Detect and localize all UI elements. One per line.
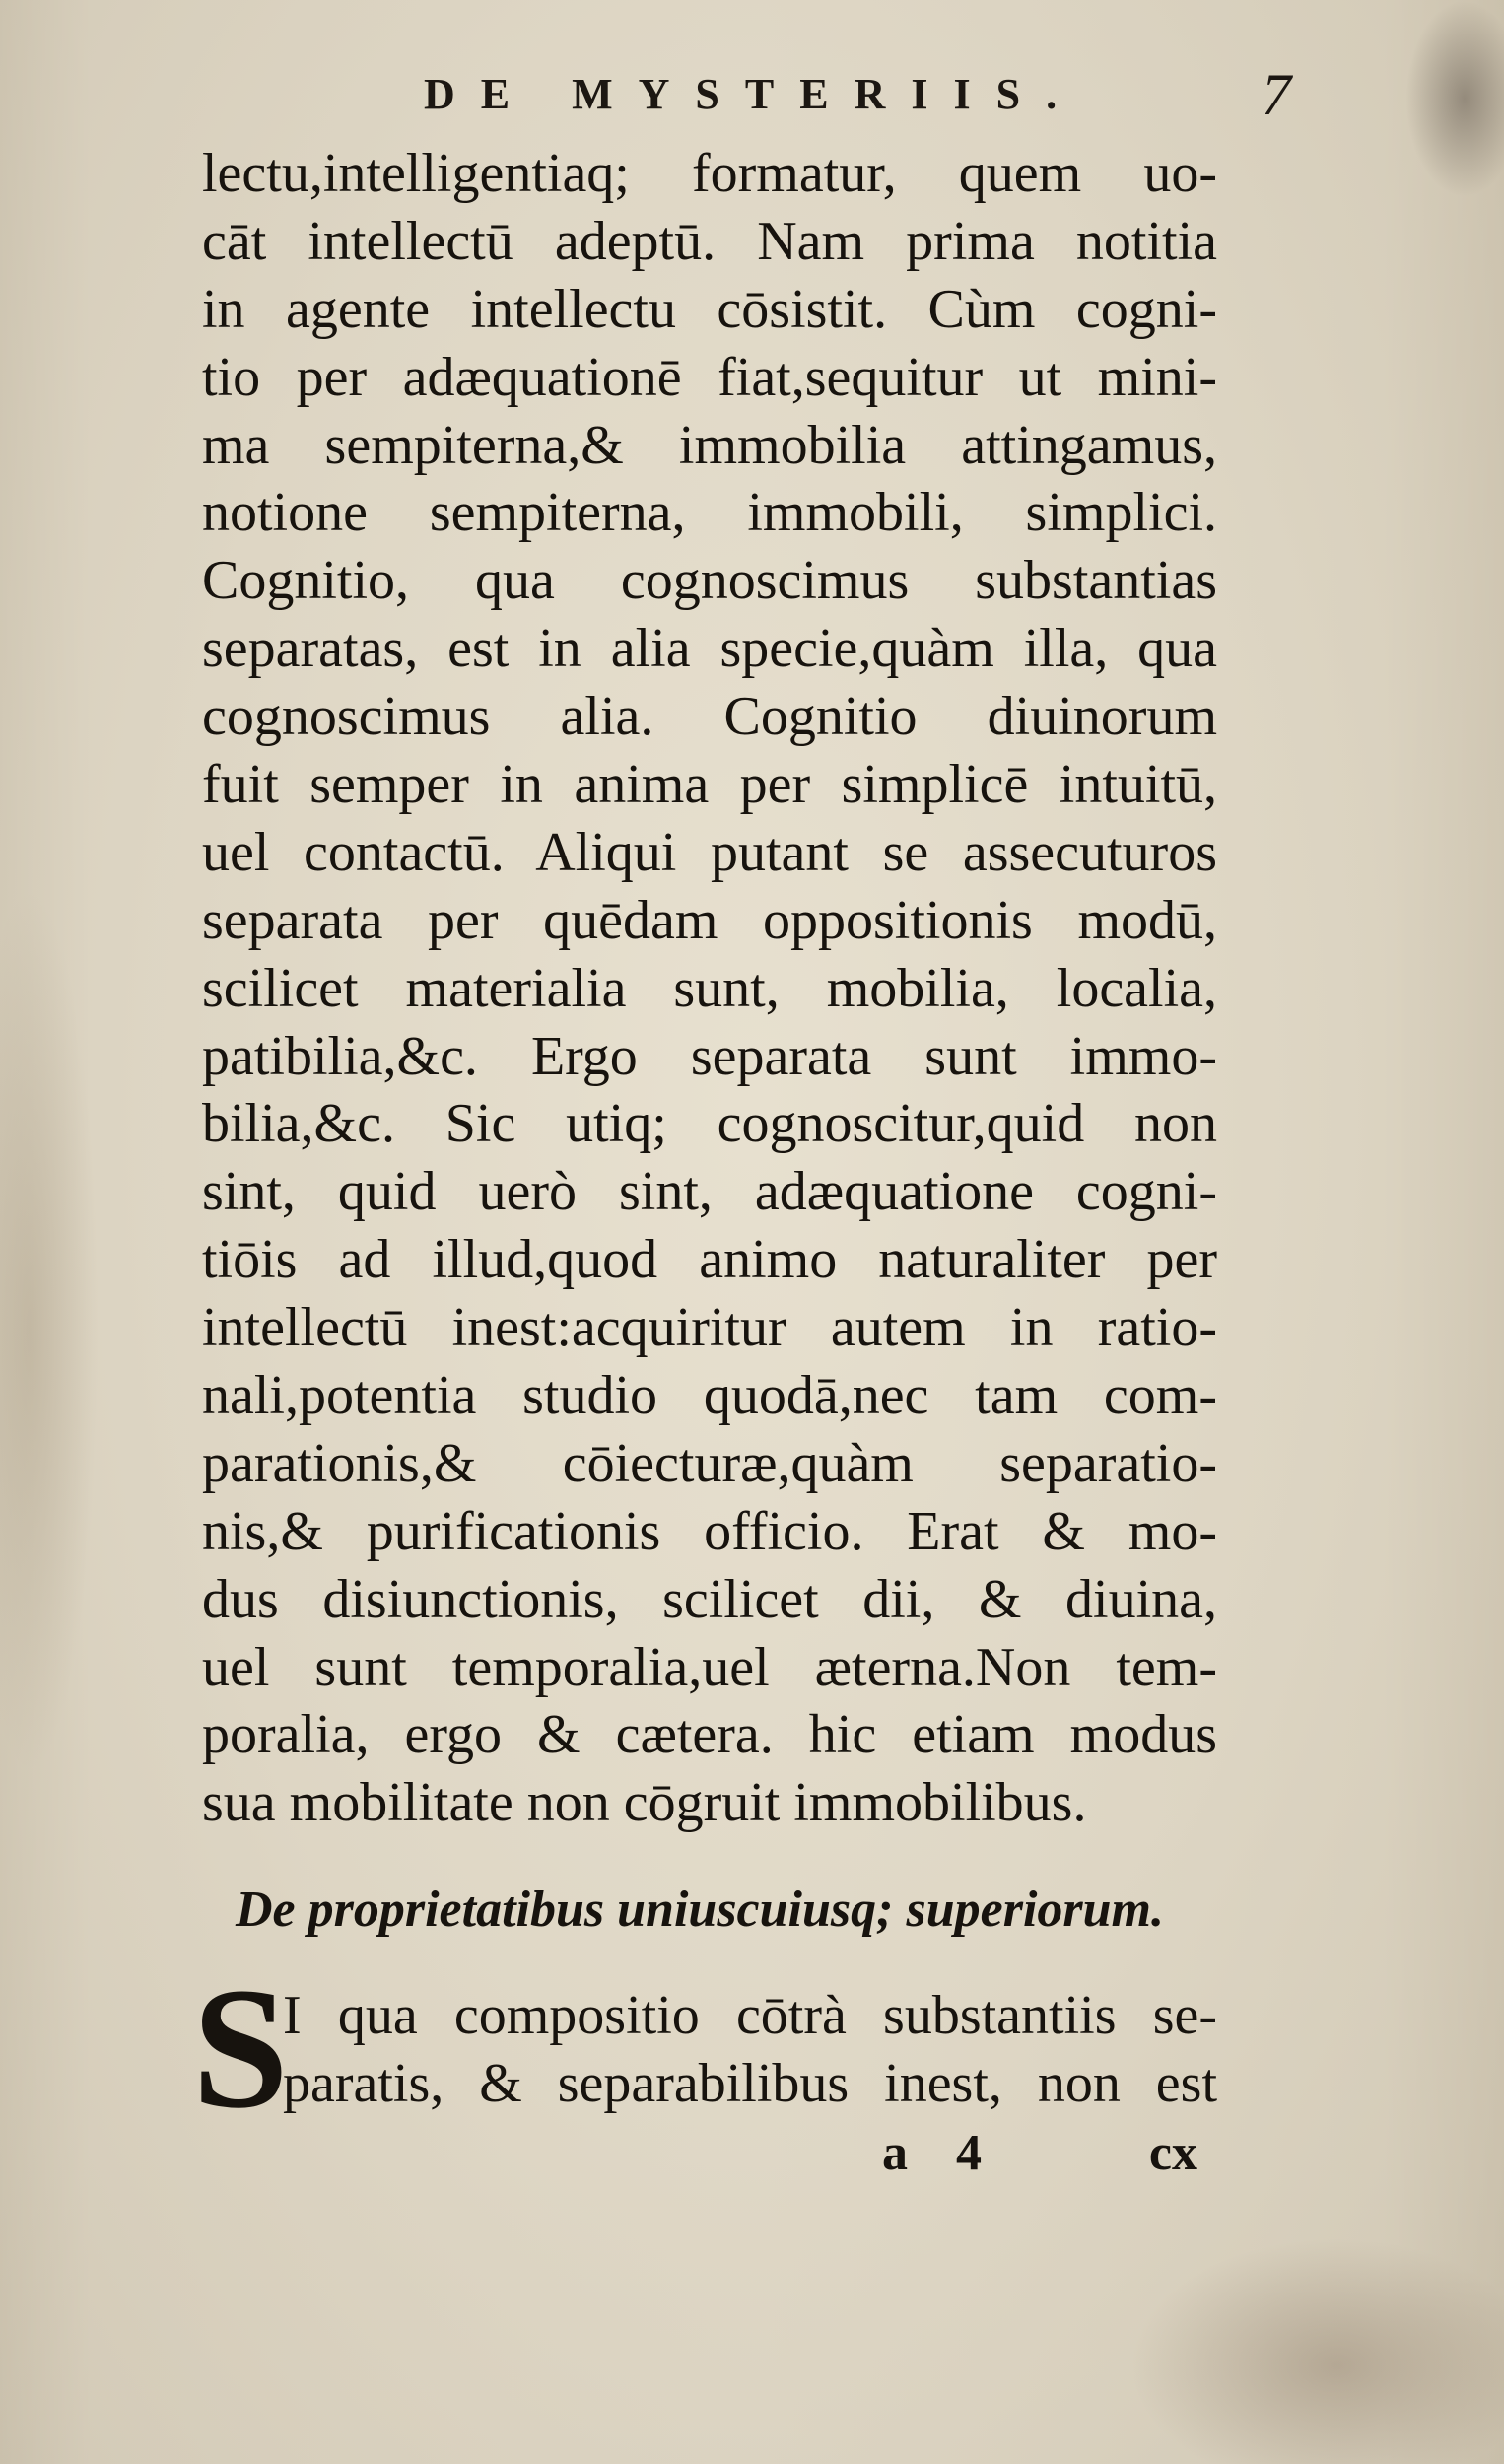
paper-stain bbox=[1129, 2237, 1504, 2464]
section-heading: De proprietatibus uniuscuiusq; superiorum. bbox=[235, 1882, 1165, 1938]
folio-number: 7 bbox=[1262, 62, 1291, 127]
text-line: Cognitio, qua cognoscimus substantias bbox=[202, 550, 1217, 612]
text-line: separata per quēdam oppositionis modū, bbox=[202, 889, 1217, 951]
text-line: nali,potentia studio quodā,nec tam com- bbox=[202, 1365, 1217, 1427]
text-line: patibilia,&c. Ergo separata sunt immo- bbox=[202, 1025, 1217, 1087]
text-line: cāt intellectū adeptū. Nam prima notitia bbox=[202, 210, 1217, 272]
text-line: intellectū inest:acquiritur autem in ratio- bbox=[202, 1297, 1217, 1359]
signature-mark: a 4 bbox=[882, 2125, 999, 2181]
page-footer bbox=[192, 2124, 1217, 2193]
text-line: in agente intellectu cōsistit. Cùm cogni- bbox=[202, 278, 1217, 340]
text-line: dus disiunctionis, scilicet dii, & diuina, bbox=[202, 1568, 1217, 1630]
page-header bbox=[197, 61, 1321, 140]
text-line: I qua compositio cōtrà substantiis se- bbox=[283, 1985, 1217, 2046]
text-line: uel sunt temporalia,uel æterna.Non tem- bbox=[202, 1636, 1217, 1698]
text-line: parationis,& cōiecturæ,quàm separatio- bbox=[202, 1432, 1217, 1494]
text-line: ma sempiterna,& immobilia attingamus, bbox=[202, 414, 1217, 476]
text-line: separatas, est in alia specie,quàm illa, qua bbox=[202, 618, 1217, 680]
text-line: uel contactū. Aliqui putant se assecuturos bbox=[202, 821, 1217, 883]
text-line: tiōis ad illud,quod animo naturaliter per bbox=[202, 1229, 1217, 1291]
text-line: paratis, & separabilibus inest, non est bbox=[283, 2052, 1217, 2114]
running-head: DE MYSTERIIS. bbox=[424, 70, 1083, 118]
drop-cap: S bbox=[192, 1952, 289, 2145]
text-line: lectu,intelligentiaq; formatur, quem uo- bbox=[202, 143, 1217, 204]
text-line: fuit semper in anima per simplicē intuitū, bbox=[202, 754, 1217, 816]
paper-stain bbox=[0, 887, 99, 1774]
main-paragraph bbox=[202, 140, 1217, 1837]
text-line: bilia,&c. Sic utiq; cognoscitur,quid non bbox=[202, 1093, 1217, 1155]
text-line: notione sempiterna, immobili, simplici. bbox=[202, 482, 1217, 544]
catchword: cx bbox=[1148, 2125, 1197, 2181]
text-line: scilicet materialia sunt, mobilia, localia, bbox=[202, 957, 1217, 1019]
text-line: poralia, ergo & cætera. hic etiam modus bbox=[202, 1704, 1217, 1766]
paper-stain bbox=[1405, 0, 1504, 197]
text-line: cognoscimus alia. Cognitio diuinorum bbox=[202, 686, 1217, 748]
text-line: sint, quid uerò sint, adæquatione cogni- bbox=[202, 1161, 1217, 1223]
text-line: tio per adæquationē fiat,sequitur ut mini- bbox=[202, 346, 1217, 408]
text-line: nis,& purificationis officio. Erat & mo- bbox=[202, 1500, 1217, 1562]
text-line: sua mobilitate non cōgruit immobilibus. bbox=[202, 1772, 1087, 1834]
second-paragraph bbox=[192, 1952, 1217, 2145]
